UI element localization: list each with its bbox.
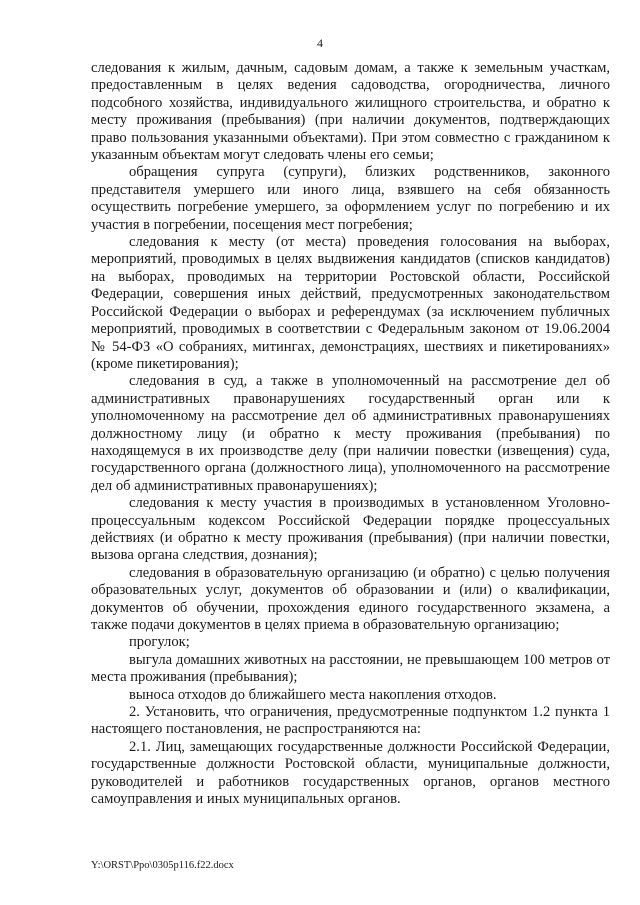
paragraph-pet-walking: выгула домашних животных на расстоянии, не превышающем 100 метров от места проживания (пребывания); <box>91 651 610 686</box>
footer-file-path: Y:\ORST\Ppo\0305p116.f22.docx <box>91 860 234 871</box>
paragraph-elections: следования к месту (от места) проведения голосования на выборах, мероприятий, проводимых в целях выдвижения кандидатов (списков кандидатов) на выборах, проводимых на территории Ростовской области, Российской Федерации, совершения иных действий, предусмотренных законодательством Российской Федерации о выборах и референдумах (за исключением публичных мероприятий, проводимых в соответствии с Федеральным законом от 19.06.2004 № 54-ФЗ «О собраниях, митингах, демонстрациях, шествиях и пикетированиях» (кроме пикетирования); <box>91 234 610 372</box>
paragraph-funeral-services: обращения супруга (супруги), близких родственников, законного представителя умершего или иного лица, взявшего на себя обязанность осуществить погребение умершего, за оформлением услуг по погребению и их участия в погребении, посещения мест погребения; <box>91 164 610 233</box>
paragraph-following-to-dwellings: следования к жилым, дачным, садовым домам, а также к земельным участкам, предоставленным в целях ведения садоводства, огородничества, личного подсобного хозяйства, индивидуального жилищного строительства, и обратно к месту проживания (пребывания) (при наличии документов, подтверждающих право пользования указанными объектами). При этом совместно с гражданином к указанным объектам могут следовать члены его семьи; <box>91 60 610 164</box>
paragraph-section-2: 2. Установить, что ограничения, предусмотренные подпунктом 1.2 пункта 1 настоящего постановления, не распространяются на: <box>91 704 610 738</box>
paragraph-walks: прогулок; <box>129 634 190 651</box>
document-body <box>91 60 610 808</box>
paragraph-section-2-1: 2.1. Лиц, замещающих государственные должности Российской Федерации, государственные должности Ростовской области, муниципальные должности, руководителей и работников государственных органов, органов местного самоуправления и иных муниципальных органов. <box>91 738 610 808</box>
page-number: 4 <box>317 36 323 50</box>
paragraph-court: следования в суд, а также в уполномоченный на рассмотрение дел об административных правонарушениях государственный орган или к уполномоченному на рассмотрение дел об административных правонарушениях должностному лицу (и обратно к месту проживания (пребывания) по находящемуся в их производстве делу (при наличии повестки (извещения) суда, государственного органа (должностного лица), уполномоченного на рассмотрение дел об административных правонарушениях); <box>91 373 610 494</box>
paragraph-procedural-actions: следования к месту участия в производимых в установленном Уголовно-процессуальным кодексом Российской Федерации порядке процессуальных действиях (и обратно к месту проживания (пребывания) (при наличии повестки, вызова органа следствия, дознания); <box>91 495 610 564</box>
paragraph-waste-disposal: выноса отходов до ближайшего места накопления отходов. <box>129 686 497 703</box>
paragraph-education: следования в образовательную организацию (и обратно) с целью получения образовательных услуг, документов об образовании и (или) о квалификации, документов об обучении, прохождения единого государственного экзамена, а также подачи документов в целях приема в образовательную организацию; <box>91 564 610 633</box>
